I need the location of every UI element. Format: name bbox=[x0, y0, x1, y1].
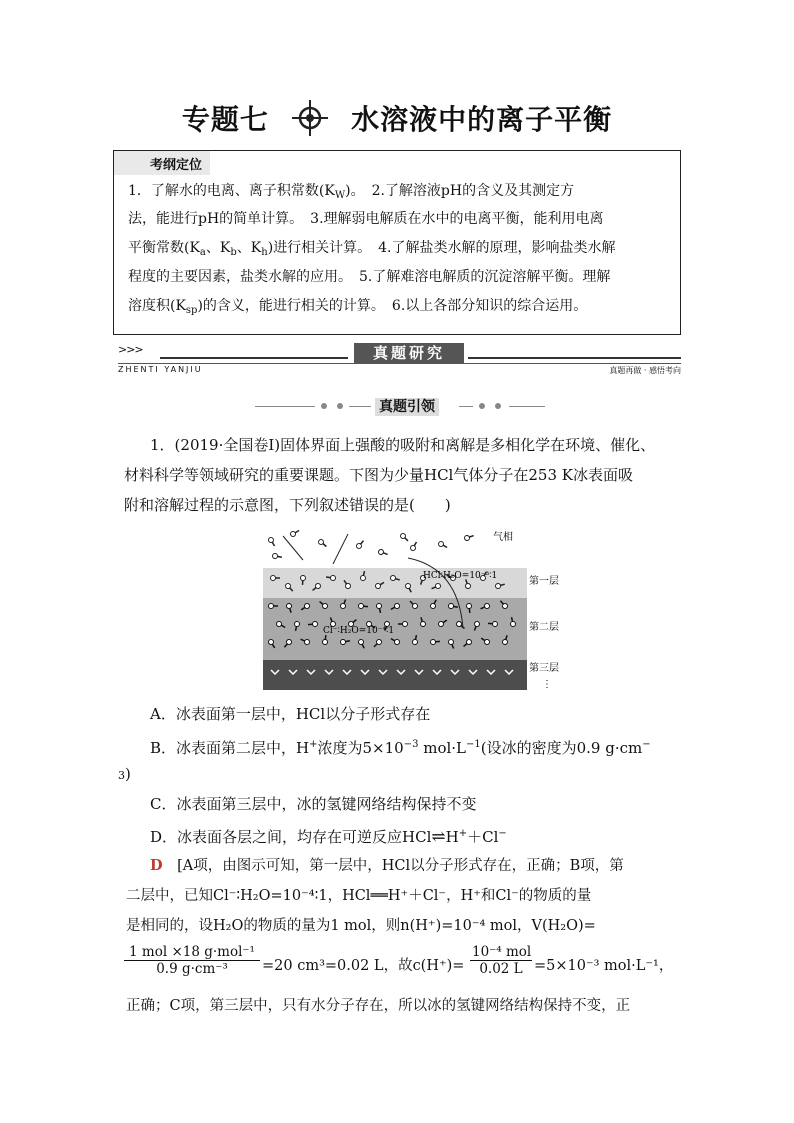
deco-dash bbox=[255, 406, 315, 407]
deco-dot bbox=[495, 403, 501, 409]
option-d: D．冰表面各层之间，均存在可逆反应HCl⇌H+＋Cl− bbox=[150, 827, 507, 847]
section-arrows: >>> bbox=[118, 343, 143, 356]
option-c: C．冰表面第三层中，冰的氢键网络结构保持不变 bbox=[150, 795, 477, 813]
outline-box bbox=[113, 150, 681, 335]
question-line-1: 1．(2019·全国卷Ⅰ)固体界面上强酸的吸附和离解是多相化学在环境、催化、 bbox=[150, 436, 656, 454]
gas-label: 气相 bbox=[493, 532, 513, 543]
outline-line-5: 溶度积$(K_{sp})$的含义，能进行相关的计算。 6.以上各部分知识的综合运用。 bbox=[128, 298, 588, 316]
ratio-label-2: Cl⁻∶H₂O=10⁻⁴∶1 bbox=[323, 626, 395, 636]
outline-line-1: 1．了解水的电离、离子积常数$(K_W)$。 2.了解溶液pH的含义及其测定方 bbox=[128, 183, 575, 201]
layer-1-label: 第一层 bbox=[529, 576, 559, 587]
deco-dot bbox=[321, 403, 327, 409]
ice-surface-diagram bbox=[263, 528, 573, 690]
fraction-volume-denominator: 0.9 g·cm⁻³ bbox=[156, 961, 228, 977]
outline-label: 考纲定位 bbox=[114, 151, 210, 175]
layer-3-label: 第三层 bbox=[529, 663, 559, 674]
answer-line-1: D [A项，由图示可知，第一层中，HCl以分子形式存在，正确；B项，第 bbox=[150, 857, 624, 874]
fraction-concentration bbox=[470, 944, 532, 977]
answer-end: =5×10⁻³ mol·L⁻¹， bbox=[534, 958, 674, 974]
section-divider-left bbox=[160, 357, 348, 359]
outline-line-2: 法，能进行pH的简单计算。 3.理解弱电解质在水中的电离平衡，能利用电离 bbox=[128, 211, 604, 227]
option-a: A．冰表面第一层中，HCl以分子形式存在 bbox=[150, 705, 431, 723]
deco-dash bbox=[349, 406, 371, 407]
question-line-3: 附和溶解过程的示意图，下列叙述错误的是( ) bbox=[124, 496, 451, 514]
section-title: 真题研究 bbox=[354, 343, 464, 363]
deco-dot bbox=[337, 403, 343, 409]
answer-mid: =20 cm³=0.02 L，故c(H⁺)= bbox=[262, 958, 465, 974]
sub-heading-text: 真题引领 bbox=[375, 398, 439, 416]
layer-2-label: 第二层 bbox=[529, 622, 559, 633]
layer-3-region bbox=[263, 660, 527, 690]
section-underline bbox=[118, 363, 681, 364]
section-divider-right bbox=[468, 357, 681, 359]
outline-line-3: 平衡常数($K_a$、$K_b$、$K_h$)进行相关计算。 4.了解盐类水解的原理，影响盐类水解 bbox=[128, 240, 616, 258]
section-pinyin: ZHENTI YANJIU bbox=[118, 365, 203, 374]
title-right: 水溶液中的离子平衡 bbox=[351, 103, 613, 136]
title-left: 专题七 bbox=[181, 103, 269, 136]
answer-letter: D bbox=[150, 857, 163, 874]
sub-heading bbox=[255, 398, 545, 416]
fraction-volume-numerator: 1 mol ×18 g·mol⁻¹ bbox=[124, 944, 260, 961]
continuation-dots: ⋮ bbox=[542, 679, 552, 690]
gas-phase-region bbox=[263, 528, 527, 568]
ratio-label-1: HCl∶H₂O=10⁻³∶1 bbox=[423, 571, 498, 581]
target-emblem-icon bbox=[292, 100, 328, 136]
option-b: B．冰表面第二层中，H+浓度为$5\times 10^{-3}$ $mol\cdot L^{-1}$(设冰的密度为0.9 g·cm− bbox=[150, 739, 651, 757]
section-bar bbox=[118, 343, 681, 377]
option-b-wrap: 3) bbox=[118, 765, 131, 783]
answer-line-2: 二层中，已知Cl⁻∶H₂O=10⁻⁴∶1，HCl══H⁺＋Cl⁻，H⁺和Cl⁻的物质的量 bbox=[126, 888, 592, 904]
fraction-concentration-denominator: 0.02 L bbox=[479, 961, 523, 977]
answer-line-5: 正确；C项，第三层中，只有水分子存在，所以冰的氢键网络结构保持不变，正 bbox=[126, 998, 631, 1014]
outline-line-4: 程度的主要因素，盐类水解的应用。 5.了解难溶电解质的沉淀溶解平衡。理解 bbox=[128, 269, 611, 285]
section-right-caption: 真题再做 · 感悟考向 bbox=[609, 366, 681, 375]
fraction-volume bbox=[124, 944, 260, 977]
question-line-2: 材料科学等领域研究的重要课题。下图为少量HCl气体分子在253 K冰表面吸 bbox=[124, 466, 633, 484]
deco-dot bbox=[479, 403, 485, 409]
fraction-concentration-numerator: 10⁻⁴ mol bbox=[472, 944, 532, 960]
answer-line-3: 是相同的，设H₂O的物质的量为1 mol，则n(H⁺)=10⁻⁴ mol，V(H₂O)= bbox=[126, 918, 596, 934]
deco-dash bbox=[509, 406, 545, 407]
page-title bbox=[0, 98, 794, 146]
deco-dash bbox=[459, 406, 473, 407]
